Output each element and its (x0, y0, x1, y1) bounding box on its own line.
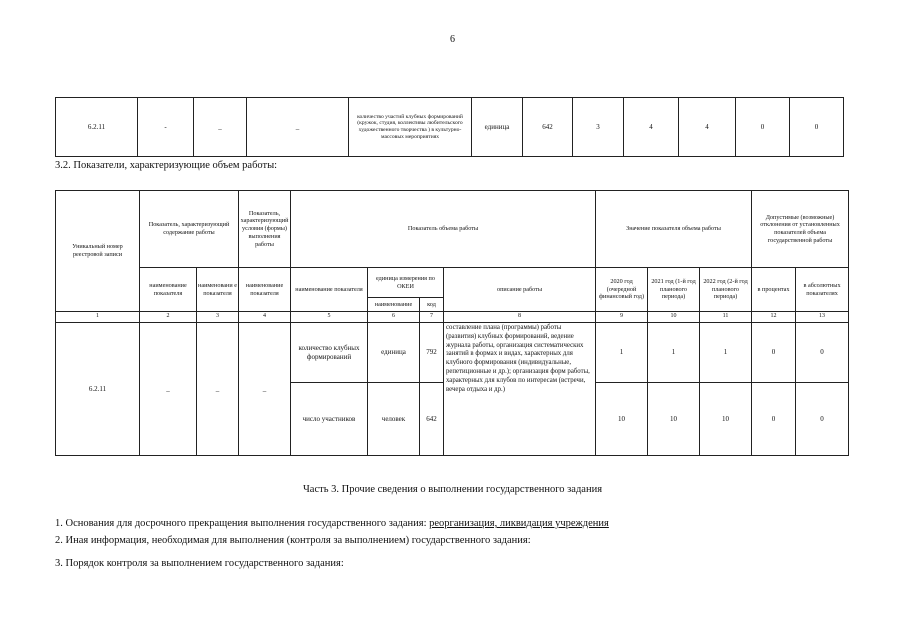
column-number: 6 (368, 312, 420, 323)
top-table-row (56, 98, 844, 157)
col3-header: наименовани е показателя (197, 268, 239, 312)
note-1 (55, 518, 609, 529)
content-indicator-2: _ (197, 323, 239, 456)
deviation-absolute: 0 (796, 323, 849, 383)
value-group-header: Значение показателя объема работы (596, 191, 752, 268)
note-1-value: реорганизация, ликвидация учреждения (429, 518, 609, 529)
header-row-2 (56, 268, 849, 298)
unit-name: единица (368, 323, 420, 383)
year-2022-header: 2022 год (2-й год планового периода) (700, 268, 752, 312)
value-2022: 10 (700, 383, 752, 456)
deviation-percent: 0 (736, 98, 790, 157)
absolute-header: в абсолютных показателях (796, 268, 849, 312)
part-title: Часть 3. Прочие сведения о выполнении государственного задания (302, 484, 603, 495)
percent-header: в процентах (752, 268, 796, 312)
okei-code-header: код (420, 298, 444, 312)
column-number: 5 (291, 312, 368, 323)
value-2020: 10 (596, 383, 648, 456)
table-row (56, 323, 849, 383)
value-2020: 1 (596, 323, 648, 383)
column-number: 10 (648, 312, 700, 323)
column-number: 11 (700, 312, 752, 323)
unit-name: человек (368, 383, 420, 456)
value-2022: 1 (700, 323, 752, 383)
work-description: составление плана (программы) работы (развития) клубных формирований, ведение журнала работы, организация систематических занятий в формах и видах, характерных для клубного формирования (индивидуальные, репетиционные и др.); организация форм работы, характерных для клубов по интересам (встречи, вечера отдыха и др.) (444, 323, 596, 456)
deviation-group-header: Допустимые (возможные) отклонения от установленных показателей объема государственной работы (752, 191, 849, 268)
column-number: 9 (596, 312, 648, 323)
note-3: 3. Порядок контроля за выполнением государственного задания: (55, 558, 344, 569)
value-2020: 3 (573, 98, 624, 157)
top-cell-3: _ (194, 98, 247, 157)
note-2: 2. Иная информация, необходимая для выполнения (контроля за выполнением) государственного задания: (55, 535, 531, 546)
column-number: 12 (752, 312, 796, 323)
col5-header: наименование показателя (291, 268, 368, 312)
column-number: 8 (444, 312, 596, 323)
okei-group-header: единица измерения по ОКЕИ (368, 268, 444, 298)
registry-code: 6.2.11 (56, 98, 138, 157)
column-number: 3 (197, 312, 239, 323)
deviation-absolute: 0 (796, 383, 849, 456)
deviation-percent: 0 (752, 323, 796, 383)
condition-indicator: _ (239, 323, 291, 456)
okei-code: 792 (420, 323, 444, 383)
column-number-row (56, 312, 849, 323)
column-number: 1 (56, 312, 140, 323)
indicator-name: количество участий клубных формирований (кружок, студия, коллективы любительского художественного творчества ) в культурно-массовых мероприятиях (349, 98, 472, 157)
note-1-label: 1. Основания для досрочного прекращения выполнения государственного задания: (55, 518, 430, 529)
registry-header: Уникальный номер реестровой записи (56, 191, 140, 312)
volume-group-header: Показатель объема работы (291, 191, 596, 268)
column-number: 2 (140, 312, 197, 323)
year-2020-header: 2020 год (очередной финансовый год) (596, 268, 648, 312)
okei-code: 642 (420, 383, 444, 456)
work-volume-table (55, 190, 849, 456)
deviation-percent: 0 (752, 383, 796, 456)
column-number: 4 (239, 312, 291, 323)
value-2021: 1 (648, 323, 700, 383)
column-number: 13 (796, 312, 849, 323)
indicator-name: количество клубных формирований (291, 323, 368, 383)
value-2022: 4 (679, 98, 736, 157)
work-description-header: описание работы (444, 268, 596, 312)
content-indicator-1: _ (140, 323, 197, 456)
okei-name-header: наименование (368, 298, 420, 312)
value-2021: 4 (624, 98, 679, 157)
content-group-header: Показатель, характеризующий содержание работы (140, 191, 239, 268)
top-cell-4: _ (247, 98, 349, 157)
column-number: 7 (420, 312, 444, 323)
indicator-name: число участников (291, 383, 368, 456)
section-title: 3.2. Показатели, характеризующие объем работы: (55, 160, 278, 171)
unit-name: единица (472, 98, 523, 157)
top-indicator-table (55, 97, 844, 157)
header-row-1 (56, 191, 849, 268)
deviation-absolute: 0 (790, 98, 844, 157)
col4-header: наименование показателя (239, 268, 291, 312)
page-number: 6 (450, 34, 455, 45)
okei-code: 642 (523, 98, 573, 157)
value-2021: 10 (648, 383, 700, 456)
year-2021-header: 2021 год (1-й год планового периода) (648, 268, 700, 312)
col2-header: наименование показателя (140, 268, 197, 312)
top-cell-2: - (138, 98, 194, 157)
registry-code: 6.2.11 (56, 323, 140, 456)
conditions-group-header: Показатель, характеризующий условия (формы) выполнения работы (239, 191, 291, 268)
